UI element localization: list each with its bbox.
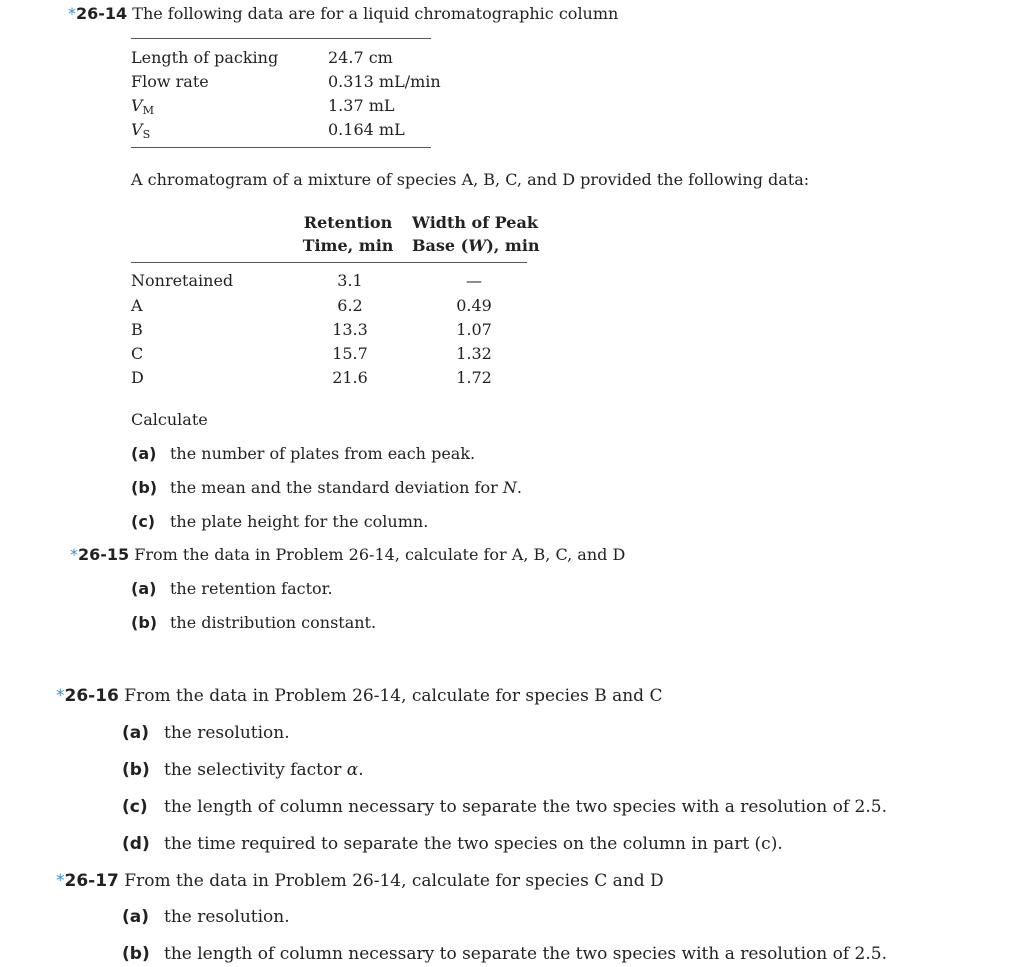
table-row-name: B — [131, 320, 143, 339]
item-text: the resolution. — [164, 907, 290, 927]
problem-number: 26-15 — [78, 545, 130, 564]
table-row-name: A — [131, 296, 143, 315]
star-icon: * — [56, 686, 65, 706]
header-retention-time: Retention Time, min — [302, 213, 394, 255]
problem-number: 26-14 — [76, 4, 128, 23]
list-item — [131, 579, 333, 599]
calculate-heading: Calculate — [131, 410, 208, 429]
list-item — [131, 613, 377, 633]
item-label: (a) — [131, 444, 157, 463]
star-icon: * — [56, 871, 65, 891]
list-item — [122, 906, 290, 928]
item-label: (a) — [122, 723, 150, 743]
table-row-time: 15.7 — [332, 344, 368, 363]
list-item — [131, 478, 522, 498]
item-text: the retention factor. — [170, 579, 333, 598]
item-text: the distribution constant. — [170, 613, 377, 632]
param-value-vm: 1.37 mL — [328, 96, 395, 115]
problem-26-16-heading — [56, 685, 662, 707]
list-item — [131, 512, 429, 532]
item-label: (c) — [122, 797, 148, 817]
item-text: the length of column necessary to separate the two species with a resolution of 2.5. — [164, 797, 887, 817]
table-row-name: C — [131, 344, 144, 363]
star-icon: * — [70, 545, 78, 564]
param-label-vs: $V_S$ — [131, 120, 151, 141]
problem-26-14-heading — [68, 4, 618, 24]
list-item — [122, 833, 783, 855]
chromatogram-intro: A chromatogram of a mixture of species A, B, C, and D provided the following data: — [131, 170, 810, 189]
problem-number: 26-16 — [64, 686, 119, 706]
star-icon: * — [68, 4, 76, 23]
table-row-time: 6.2 — [337, 296, 363, 315]
item-label: (b) — [131, 613, 158, 632]
item-text: the resolution. — [164, 723, 290, 743]
item-text: the number of plates from each peak. — [170, 444, 476, 463]
problem-26-17-heading — [56, 870, 664, 892]
param-label-flow: Flow rate — [131, 72, 209, 91]
table-row-name: D — [131, 368, 144, 387]
param-value-flow: 0.313 mL/min — [328, 72, 441, 91]
list-item — [122, 759, 364, 781]
param-value-vs: 0.164 mL — [328, 120, 405, 139]
list-item — [122, 796, 887, 818]
param-value-length: 24.7 cm — [328, 48, 393, 67]
list-item — [122, 943, 887, 965]
problem-text: The following data are for a liquid chromatographic column — [132, 4, 619, 23]
table-row-width: 0.49 — [456, 296, 492, 315]
item-label: (d) — [122, 834, 150, 854]
item-text: the length of column necessary to separate the two species with a resolution of 2.5. — [164, 944, 887, 964]
table-row-time: 21.6 — [332, 368, 368, 387]
item-label: (b) — [122, 760, 150, 780]
item-text: the selectivity factor α. — [164, 760, 364, 780]
table-header-rule — [131, 262, 527, 263]
table-row-width: — — [466, 271, 482, 290]
item-text: the time required to separate the two species on the column in part (c). — [164, 834, 783, 854]
item-label: (c) — [131, 512, 156, 531]
item-label: (b) — [122, 944, 150, 964]
item-label: (a) — [122, 907, 150, 927]
problem-text: From the data in Problem 26-14, calculate for species B and C — [124, 686, 663, 706]
table-row-width: 1.07 — [456, 320, 492, 339]
header-peak-width: Width of Peak Base (W), min — [412, 213, 540, 255]
table-row-name: Nonretained — [131, 271, 234, 290]
problem-text: From the data in Problem 26-14, calculate for A, B, C, and D — [134, 545, 626, 564]
item-text: the mean and the standard deviation for N. — [170, 478, 522, 497]
table-row-time: 3.1 — [337, 271, 363, 290]
list-item — [131, 444, 476, 464]
table-row-width: 1.72 — [456, 368, 492, 387]
list-item — [122, 722, 290, 744]
table-row-width: 1.32 — [456, 344, 492, 363]
problem-text: From the data in Problem 26-14, calculate for species C and D — [124, 871, 664, 891]
problem-number: 26-17 — [64, 871, 119, 891]
param-label-vm: $V_M$ — [131, 96, 155, 117]
problem-26-15-heading — [70, 545, 625, 565]
item-label: (a) — [131, 579, 157, 598]
item-text: the plate height for the column. — [170, 512, 429, 531]
param-label-length: Length of packing — [131, 48, 279, 67]
item-label: (b) — [131, 478, 158, 497]
table-row-time: 13.3 — [332, 320, 368, 339]
params-top-rule — [131, 38, 431, 39]
params-bottom-rule — [131, 147, 431, 148]
